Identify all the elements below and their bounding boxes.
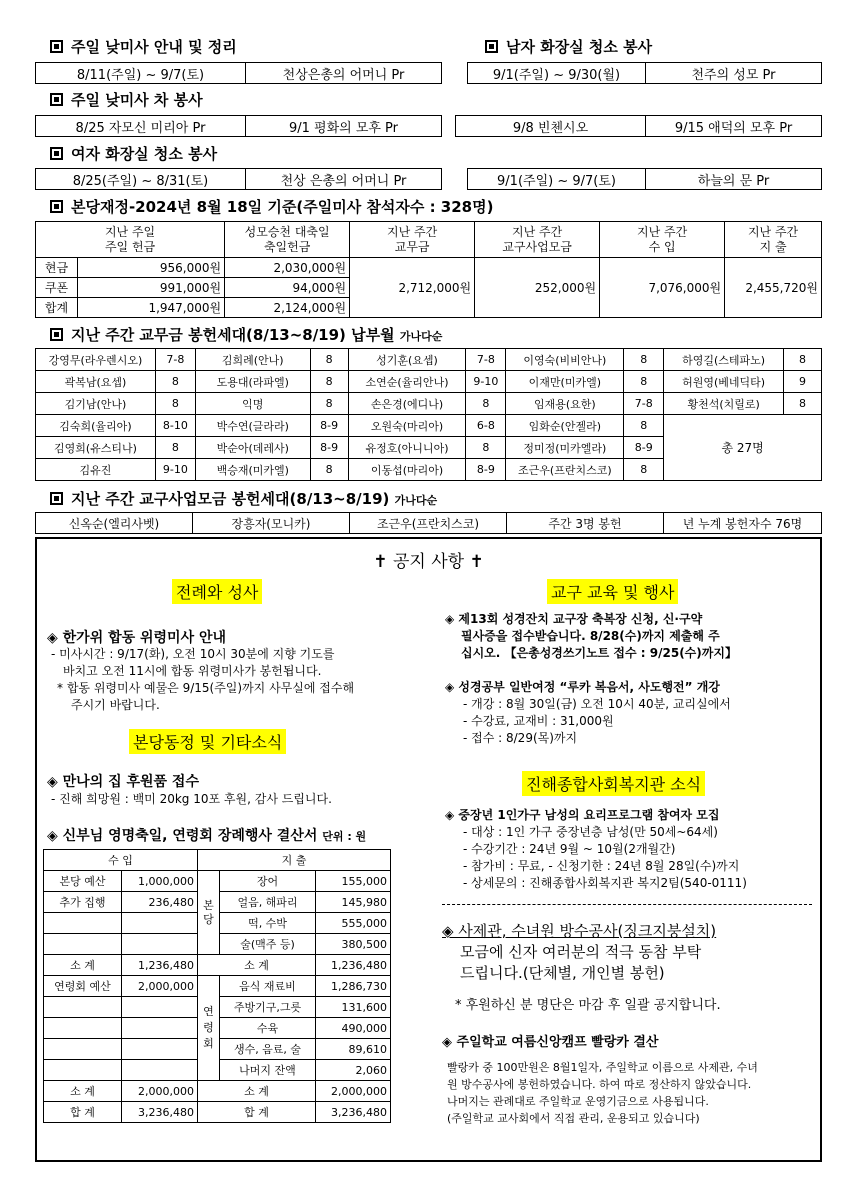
offerer-months: 7-8: [466, 349, 506, 371]
womens-restroom-period: 9/1(주일) ~ 9/7(토): [468, 169, 646, 189]
square-bullet-icon: [50, 328, 63, 341]
offerings-row: [36, 415, 822, 437]
tea-service-bar-right: [455, 115, 822, 137]
square-bullet-icon: [50, 492, 63, 505]
offerer-name: 김희례(안나): [195, 349, 310, 371]
womens-restroom-bar-left: [35, 168, 442, 190]
bible-study-title: ◈ 성경공부 일반여정 “루카 복음서, 사도행전” 개강: [445, 680, 720, 694]
bible-feast-line: ◈ 제13회 성경잔치 교구장 축복장 신청, 신·구약: [445, 612, 703, 626]
offerer-months: 8-9: [624, 437, 664, 459]
square-bullet-icon: [485, 40, 498, 53]
dashed-divider: [442, 904, 812, 905]
offerer-name: 박수연(글라라): [195, 415, 310, 437]
offerer-months: 8: [310, 371, 348, 393]
offerer-months: 6-8: [466, 415, 506, 437]
womens-restroom-period: 8/25(주일) ~ 8/31(토): [36, 169, 246, 189]
offerer-months: 8: [466, 393, 506, 415]
cooking-program-line: - 상세문의 : 진해종합사회복지관 복지2팀(540-0111): [463, 876, 747, 890]
finance-dues-value: 2,712,000원: [350, 258, 475, 318]
offerer-months: 8: [624, 459, 664, 481]
finance-row: 합계 1,947,000원 2,124,000원: [36, 298, 822, 318]
parish-heading: 본당동정 및 기타소식: [129, 729, 286, 754]
memorial-mass-line: 바치고 오전 11시에 합동 위령미사가 봉헌됩니다.: [63, 664, 322, 678]
offerer-name: 하영길(스테파노): [664, 349, 784, 371]
cooking-program-line: - 대상 : 1인 가구 중장년층 남성(만 50세~64세): [463, 825, 718, 839]
offerer-months: 7-8: [155, 349, 195, 371]
camp-title: ◈ 주일학교 여름신앙캠프 빨랑카 결산: [442, 1035, 659, 1050]
finance-header-sunday: 지난 주일 주일 헌금: [36, 222, 225, 258]
offerings-row: [36, 349, 822, 371]
offerer-name: 조근우(프란치스코): [506, 459, 624, 481]
tea-service-bar-left: [35, 115, 442, 137]
offerer-name: 김영희(유스티나): [36, 437, 156, 459]
finance-income-value: 7,076,000원: [600, 258, 725, 318]
finance-table: [35, 221, 822, 318]
mens-restroom-period: 9/1(주일) ~ 9/30(월): [468, 63, 646, 83]
bible-feast-line: 필사증을 접수받습니다. 8/28(수)까지 제출해 주: [461, 629, 720, 643]
finance-diocese-value: 252,000원: [475, 258, 600, 318]
cooking-program-line: - 참가비 : 무료, - 신청기한 : 24년 8월 28일(수)까지: [463, 859, 740, 873]
tea-service-item: 9/1 평화의 모후 Pr: [288, 120, 399, 136]
offerer-name: 박순아(데레사): [195, 437, 310, 459]
square-bullet-icon: [50, 200, 63, 213]
offerer-name: 강영무(라우렌시오): [36, 349, 156, 371]
diocese-week-count: 주간 3명 봉헌: [507, 513, 664, 533]
diocese-offerer: 신옥순(엘리사벳): [36, 513, 193, 533]
offerer-name: 익명: [195, 393, 310, 415]
memorial-mass-line: - 미사시간 : 9/17(화), 오전 10시 30분에 지향 기도를: [51, 647, 335, 661]
settlement-title: ◈ 신부님 영명축일, 연령회 장례행사 결산서 단위 : 원: [47, 828, 367, 844]
finance-row: 쿠폰 991,000원 94,000원: [36, 278, 822, 298]
tea-service-item: 8/25 자모신 미리아 Pr: [36, 116, 246, 136]
offerer-months: 8: [466, 437, 506, 459]
offerer-months: 8: [624, 349, 664, 371]
section-title-tea-service: 주일 낮미사 차 봉사: [50, 89, 203, 110]
offerings-table: [35, 348, 822, 481]
offerer-months: 8: [624, 415, 664, 437]
mens-restroom-group: 천주의 성모 Pr: [691, 67, 776, 83]
offerer-name: 임재용(요한): [506, 393, 624, 415]
section-title-diocese-offerings: 지난 주간 교구사업모금 봉헌세대(8/13~8/19) 가나다순: [50, 488, 437, 509]
manna-house-title: ◈ 만나의 집 후원품 접수: [47, 774, 199, 790]
notice-box: [35, 537, 822, 1162]
offerer-name: 유정호(아니니아): [348, 437, 466, 459]
memorial-mass-title: ◈ 한가위 합동 위령미사 안내: [47, 630, 227, 646]
offerer-name: 소연순(율리안나): [348, 371, 466, 393]
offerer-months: 8: [784, 349, 822, 371]
offerer-name: 김유진: [36, 459, 156, 481]
square-bullet-icon: [50, 40, 63, 53]
offerer-months: 8: [310, 393, 348, 415]
settlement-table: 수 입 지 출 본당 예산 1,000,000 본당 장어 155,000 추가 집행 236,480 얼음, 해파리 145,980 떡, 수박 555,000 술(맥주 등) 380,500 소 계 1,236,480 소 계 1,236,480 연령회 예산 2,000,000 연령회 음식 재료비 1,286,730 주방기구,그릇 131,600 수육 490,000 생수, 음료, 술 89,610 나머지 잔액 2,060 소 계 2,000,000 소 계 2,000,000 합 계 3,236,480 합 계 3,236,480: [43, 849, 391, 1123]
offerer-name: 정미정(미카엘라): [506, 437, 624, 459]
offerer-name: 손은경(에디나): [348, 393, 466, 415]
liturgy-heading: 전례와 성사: [172, 579, 262, 604]
womens-restroom-bar-right: [467, 168, 822, 190]
cooking-program-line: - 수강기간 : 24년 9월 ~ 10월(2개월간): [463, 842, 676, 856]
bible-study-line: - 접수 : 8/29(목)까지: [463, 731, 578, 745]
offerer-name: 황천석(치릴로): [664, 393, 784, 415]
finance-header-feast: 성모승천 대축일 축일헌금: [225, 222, 350, 258]
finance-row: 현금 956,000원 2,030,000원 2,712,000원 252,000원 7,076,000원 2,455,720원: [36, 258, 822, 278]
mens-restroom-bar: [467, 62, 822, 84]
memorial-mass-line: * 합동 위령미사 예물은 9/15(주일)까지 사무실에 접수해: [57, 681, 355, 695]
section-title-mass-guide: 주일 낮미사 안내 및 정리: [50, 36, 237, 57]
offerer-months: 8: [624, 371, 664, 393]
offerer-name: 오원숙(마리아): [348, 415, 466, 437]
offerer-months: 9-10: [466, 371, 506, 393]
womens-restroom-group: 하늘의 문 Pr: [697, 173, 770, 189]
offerer-months: 8: [310, 349, 348, 371]
bible-feast-line: 십시오. 【은총성경쓰기노트 접수 : 9/25(수)까지】: [461, 646, 737, 660]
cooking-program-title: ◈ 중장년 1인가구 남성의 요리프로그램 참여자 모집: [445, 808, 720, 822]
offerer-months: 8: [784, 393, 822, 415]
bible-study-line: - 개강 : 8월 30일(금) 오전 10시 40분, 교리실에서: [463, 697, 731, 711]
offerer-months: 9: [784, 371, 822, 393]
bible-study-line: - 수강료, 교재비 : 31,000원: [463, 714, 614, 728]
offerer-months: 8: [155, 393, 195, 415]
offerer-name: 이동섭(마리아): [348, 459, 466, 481]
offerer-months: 7-8: [624, 393, 664, 415]
offerer-name: 김숙희(율리아): [36, 415, 156, 437]
section-title-mens-restroom: 남자 화장실 청소 봉사: [485, 36, 652, 57]
offerer-months: 8-9: [466, 459, 506, 481]
offerer-months: 8: [155, 371, 195, 393]
offerer-months: 8: [310, 459, 348, 481]
offerer-name: 이영숙(비비안나): [506, 349, 624, 371]
diocese-year-count: 년 누계 봉헌자수 76명: [682, 516, 803, 531]
finance-header-expense: 지난 주간 지 출: [725, 222, 822, 258]
offerer-months: 8-10: [155, 415, 195, 437]
offerer-name: 김기남(안나): [36, 393, 156, 415]
manna-house-line: - 진해 희망원 : 백미 20kg 10포 후원, 감사 드립니다.: [51, 792, 332, 806]
finance-header-income: 지난 주간 수 입: [600, 222, 725, 258]
diocese-offerings-bar: [35, 512, 822, 534]
mass-guide-bar: [35, 62, 442, 84]
repair-notice: ◈ 사제관, 수녀원 방수공사(징크지붕설치) 모금에 신자 여러분의 적극 동참 부탁 드립니다.(단체별, 개인별 봉헌): [442, 922, 717, 982]
offerer-name: 백승재(미카엘): [195, 459, 310, 481]
offerings-total: 총 27명: [664, 415, 822, 481]
notice-title: ✝ 공지 사항 ✝: [373, 552, 484, 572]
welfare-heading: 진해종합사회복지관 소식: [522, 771, 705, 796]
offerer-months: 9-10: [155, 459, 195, 481]
tea-service-item: 9/15 애덕의 모후 Pr: [674, 120, 793, 136]
camp-body: 빨랑카 중 100만원은 8월1일자, 주일학교 이름으로 사제관, 수녀 원 방수공사에 봉헌하였습니다. 하여 따로 정산하지 않았습니다. 나머지는 관례대로 주일학교 운영기금으로 사용됩니다. (주일학교 교사회에서 직접 관리, 운용되고 있습니다): [447, 1061, 758, 1125]
section-title-offerings: 지난 주간 교무금 봉헌세대(8/13~8/19) 납부월 가나다순: [50, 324, 442, 345]
repair-note: * 후원하신 분 명단은 마감 후 일괄 공지합니다.: [455, 998, 721, 1013]
diocese-offerer: 장흥자(모니카): [193, 513, 350, 533]
offerer-name: 도용대(라파엘): [195, 371, 310, 393]
offerer-name: 임화순(안젤라): [506, 415, 624, 437]
offerer-months: 8-9: [310, 437, 348, 459]
offerer-name: 이재만(미카엘): [506, 371, 624, 393]
diocese-offerer: 조근우(프란치스코): [350, 513, 507, 533]
womens-restroom-group: 천상 은총의 어머니 Pr: [280, 173, 407, 189]
memorial-mass-line: 주시기 바랍니다.: [71, 698, 160, 712]
offerings-row: [36, 393, 822, 415]
section-title-finance: 본당재정-2024년 8월 18일 기준(주일미사 참석자수 : 328명): [50, 196, 493, 217]
square-bullet-icon: [50, 93, 63, 106]
offerer-months: 8: [155, 437, 195, 459]
offerer-months: 8-9: [310, 415, 348, 437]
finance-expense-value: 2,455,720원: [725, 258, 822, 318]
square-bullet-icon: [50, 147, 63, 160]
tea-service-item: 9/8 빈첸시오: [456, 116, 646, 136]
mass-guide-period: 8/11(주일) ~ 9/7(토): [36, 63, 246, 83]
mass-guide-group: 천상은총의 어머니 Pr: [282, 67, 405, 83]
offerings-row: [36, 371, 822, 393]
finance-header-diocese: 지난 주간 교구사업모금: [475, 222, 600, 258]
offerer-name: 성기훈(요셉): [348, 349, 466, 371]
diocese-edu-heading: 교구 교육 및 행사: [547, 579, 678, 604]
offerer-name: 허원영(베네딕타): [664, 371, 784, 393]
finance-header-dues: 지난 주간 교무금: [350, 222, 475, 258]
offerer-name: 곽복남(요셉): [36, 371, 156, 393]
section-title-womens-restroom: 여자 화장실 청소 봉사: [50, 143, 217, 164]
